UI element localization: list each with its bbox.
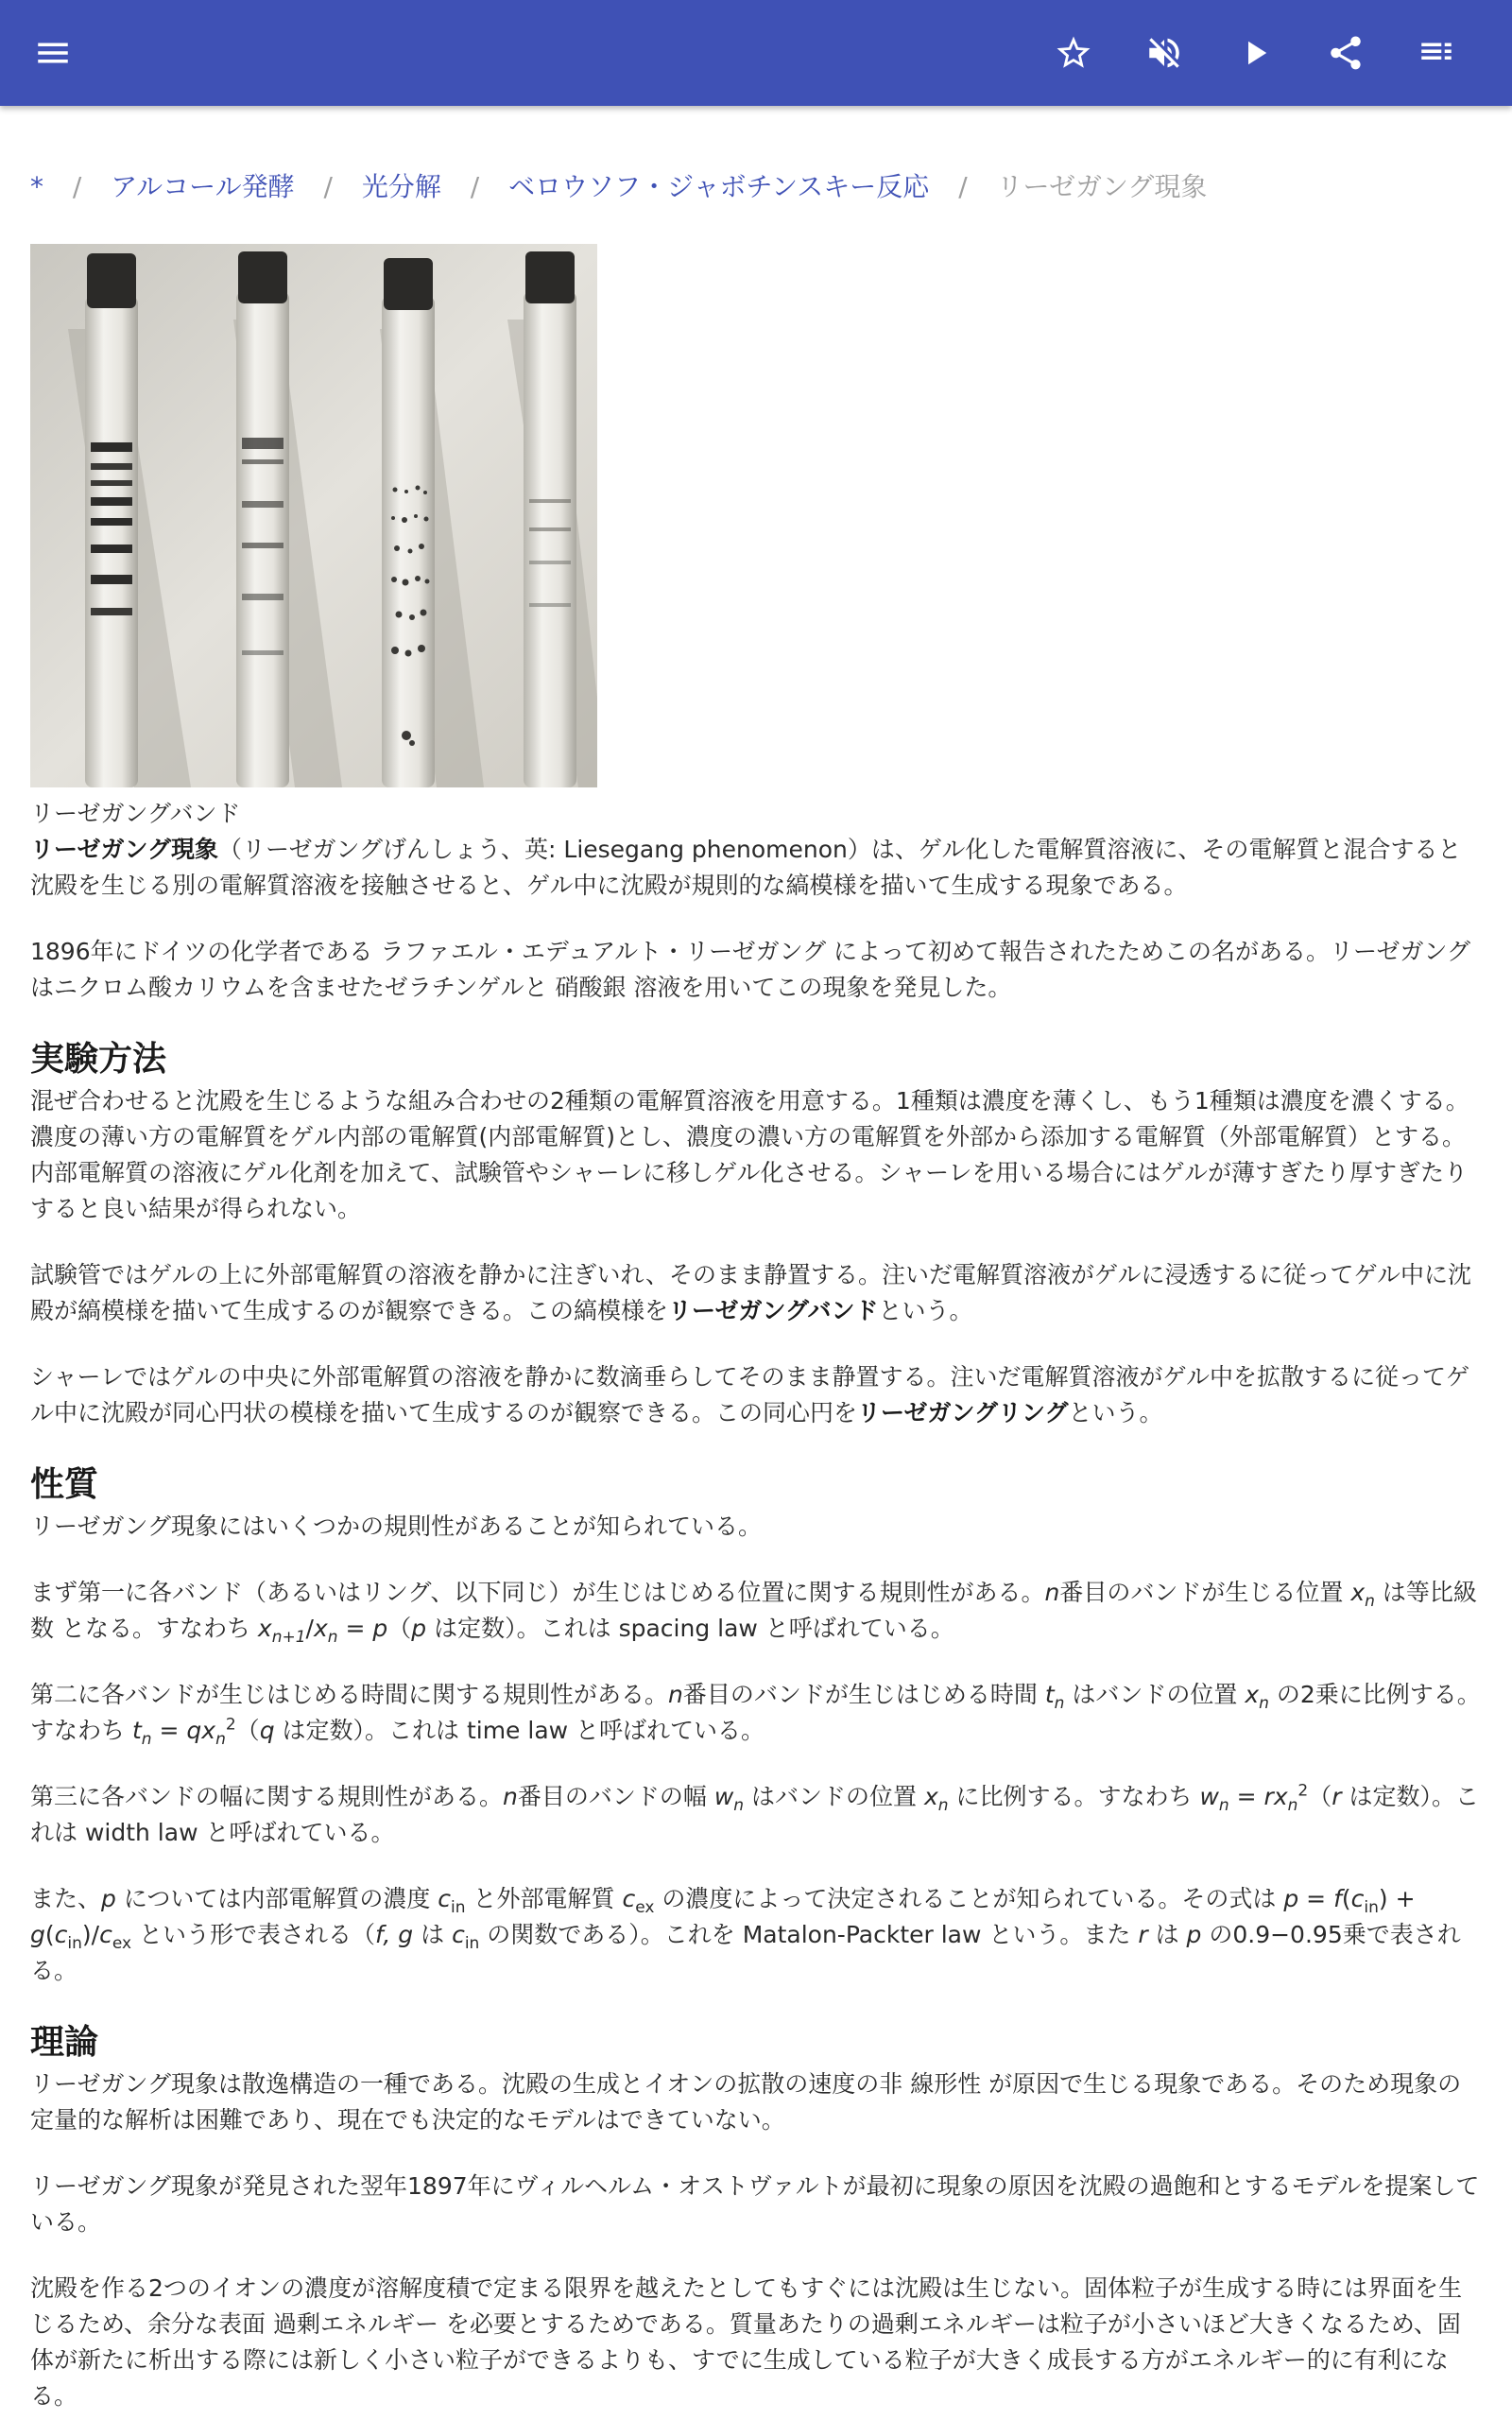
method-p2-term: リーゼガングバンド (668, 1297, 879, 1324)
breadcrumb-separator: / (470, 171, 480, 202)
method-p2-text: 試験管ではゲルの上に外部電解質の溶液を静かに注ぎいれ、そのまま静置する。注いだ電解質溶液がゲルに浸透するに従ってゲル中に沈殿が縞模様を描いて生成するのが観察できる。この縞模様を (30, 1261, 1472, 1324)
app-bar (0, 0, 1512, 106)
intro-text: （リーゼガングげんしょう、英: Liesegang phenomenon）は、ゲル化した電解質溶液に、その電解質と混合すると沈殿を生じる別の電解質溶液を接触させると、ゲル中に沈殿が規則的な縞模様を描いて生成する現象である。 (30, 836, 1462, 899)
play-button[interactable] (1223, 21, 1287, 85)
intro-term: リーゼガング現象 (30, 836, 219, 863)
breadcrumb-separator: / (323, 171, 333, 202)
mute-button[interactable] (1132, 21, 1196, 85)
article-content (30, 796, 1484, 2420)
share-icon (1326, 33, 1366, 73)
method-p3-term: リーゼガングリング (857, 1399, 1069, 1426)
breadcrumb-item-home[interactable]: * (30, 171, 43, 202)
breadcrumb-item-photolysis[interactable]: 光分解 (361, 171, 441, 202)
props-paragraph-matalon-packter: また、p については内部電解質の濃度 $c_{in}$ と外部電解質 $c_{ex}$ の濃度によって決定されることが知られている。その式は $p = f(c_{in}) + g(c_{in})/c_{ex}$ という形で表される（f, g は $c_{in}$ の関数である）。これを Matalon-Packter law という。また r は p の0.9−0.95乗で表される。 (30, 1885, 1461, 1984)
bookmark-button[interactable] (1041, 21, 1106, 85)
theory-paragraph-1: リーゼガング現象は散逸構造の一種である。沈殿の生成とイオンの拡散の速度の非 線形性 が原因で生じる現象である。そのため現象の定量的な解析は困難であり、現在でも決定的なモデルはできていない。 (30, 2070, 1462, 2134)
props-paragraph-1: リーゼガング現象にはいくつかの規則性があることが知られている。 (30, 1512, 763, 1540)
test-tubes-illustration (30, 244, 597, 787)
props-paragraph-time-law: 第二に各バンドが生じはじめる時間に関する規則性がある。n番目のバンドが生じはじめる時間 $t_n$ はバンドの位置 $x_n$ の2乗に比例する。すなわち $t_n = qx_n^2(q$ は定数）。これは time law と呼ばれている。 (30, 1681, 1481, 1749)
playlist-button[interactable] (1404, 21, 1469, 85)
breadcrumb-current: リーゼガング現象 (996, 171, 1208, 202)
method-p2-tail: という。 (878, 1297, 973, 1324)
menu-button[interactable] (21, 21, 85, 85)
breadcrumb-separator: / (72, 171, 82, 202)
play-icon (1235, 33, 1275, 73)
breadcrumb (30, 166, 1486, 208)
props-paragraph-spacing-law: まず第一に各バンド（あるいはリング、以下同じ）が生じはじめる位置に関する規則性がある。n番目のバンドが生じる位置 $x_n$ は等比級数 となる。すなわち $x_{n+1}/x_n = p(p$ は定数）。これは spacing law と呼ばれている。 (30, 1579, 1477, 1647)
star-outline-icon (1054, 33, 1093, 73)
theory-paragraph-2: リーゼガング現象が発見された翌年1897年にヴィルヘルム・オストヴァルトが最初に現象の原因を沈殿の過飽和とするモデルを提案している。 (30, 2172, 1480, 2236)
liesegang-bands-photo[interactable] (30, 244, 597, 787)
section-heading-method: 実験方法 (30, 1040, 167, 1079)
theory-paragraph-3: 沈殿を作る2つのイオンの濃度が溶解度積で定まる限界を越えたとしてもすぐには沈殿は生じない。固体粒子が生成する時には界面を生じるため、余分な表面 過剰エネルギー を必要とするためである。質量あたりの過剰エネルギーは粒子が小さいほど大きくなるため、固体が新たに析出する際には新しく小さい粒子ができるよりも、すでに生成している粒子が大きく成長する方がエネルギー的に有利になる。 (30, 2274, 1463, 2410)
menu-icon (33, 33, 73, 73)
method-paragraph-2 (30, 1257, 1484, 1329)
method-p3-text: シャーレではゲルの中央に外部電解質の溶液を静かに数滴垂らしてそのまま静置する。注いだ電解質溶液がゲル中を拡散するに従ってゲル中に沈殿が同心円状の模様を描いて生成するのが観察できる。この同心円を (30, 1363, 1470, 1426)
figure-caption: リーゼガングバンド (30, 800, 241, 827)
volume-off-icon (1144, 33, 1184, 73)
breadcrumb-separator: / (958, 171, 968, 202)
share-button[interactable] (1314, 21, 1378, 85)
breadcrumb-item-alcohol-fermentation[interactable]: アルコール発酵 (111, 171, 295, 202)
playlist-icon (1417, 33, 1456, 73)
props-paragraph-width-law: 第三に各バンドの幅に関する規則性がある。n番目のバンドの幅 $w_n$ はバンドの位置 $x_n$ に比例する。すなわち $w_n = rx_n^2(r$ は定数）。これは width law と呼ばれている。 (30, 1781, 1479, 1846)
method-paragraph-3 (30, 1359, 1484, 1431)
method-p3-tail: という。 (1068, 1399, 1163, 1426)
section-heading-theory: 理論 (30, 2023, 99, 2062)
history-paragraph: 1896年にドイツの化学者である ラファエル・エデュアルト・リーゼガング によって初めて報告されたためこの名がある。リーゼガングはニクロム酸カリウムを含ませたゼラチンゲルと 硝酸銀 溶液を用いてこの現象を発見した。 (30, 938, 1471, 1001)
intro-paragraph (30, 832, 1484, 904)
breadcrumb-item-bz-reaction[interactable]: ベロウソフ・ジャボチンスキー反応 (508, 171, 930, 202)
method-paragraph-1: 混ぜ合わせると沈殿を生じるような組み合わせの2種類の電解質溶液を用意する。1種類は濃度を薄くし、もう1種類は濃度を濃くする。濃度の薄い方の電解質をゲル内部の電解質(内部電解質)とし、濃度の濃い方の電解質を外部から添加する電解質（外部電解質）とする。内部電解質の溶液にゲル化剤を加えて、試験管やシャーレに移しゲル化させる。シャーレを用いる場合にはゲルが薄すぎたり厚すぎたりすると良い結果が得られない。 (30, 1087, 1469, 1222)
section-heading-properties: 性質 (30, 1465, 99, 1504)
